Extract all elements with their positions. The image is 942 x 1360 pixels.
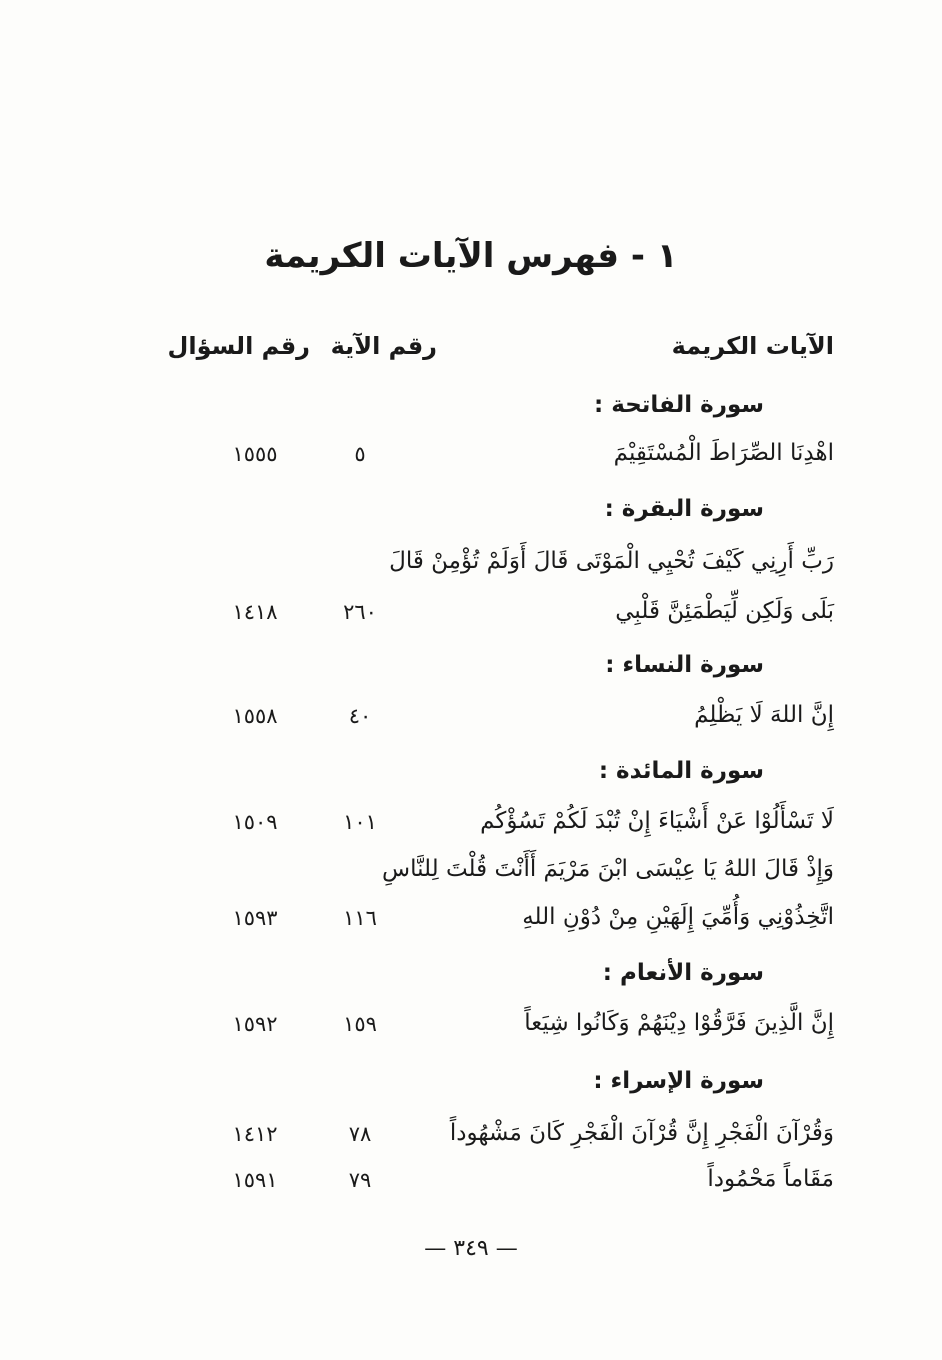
verse-text: بَلَى وَلَكِن لِّيَطْمَئِنَّ قَلْبِي: [615, 598, 834, 624]
verse-row: [0, 548, 942, 592]
question-number: ١٥٩١: [232, 1168, 278, 1192]
verse-number: ٧٨: [348, 1122, 372, 1146]
verse-text: اتَّخِذُوْنِي وَأُمِّيَ إِلَهَيْنِ مِنْ دُوْنِ اللهِ: [522, 904, 834, 930]
verse-number: ١٥٩: [343, 1012, 377, 1036]
verse-row: [0, 856, 942, 900]
page-title: ١ - فهرس الآيات الكريمة: [264, 236, 678, 276]
verse-row: [0, 808, 942, 852]
surah-heading: سورة الإسراء :: [593, 1068, 764, 1094]
verse-row: [0, 1120, 942, 1164]
verse-text: اهْدِنَا الصِّرَاطَ الْمُسْتَقِيْمَ: [613, 440, 834, 466]
question-number: ١٥٠٩: [232, 810, 278, 834]
header-question-number: رقم السؤال: [167, 332, 310, 360]
verse-row: [0, 702, 942, 746]
verse-number: ٥: [354, 442, 366, 466]
verse-row: [0, 1166, 942, 1210]
verse-row: [0, 440, 942, 484]
page-number: — ٣٤٩ —: [424, 1236, 518, 1261]
question-number: ١٥٩٣: [232, 906, 278, 930]
surah-heading: سورة البقرة :: [604, 496, 764, 522]
surah-heading: سورة الفاتحة :: [594, 392, 764, 418]
verse-text: مَقَاماً مَحْمُوداً: [707, 1166, 834, 1192]
question-number: ١٤١٢: [232, 1122, 278, 1146]
verse-text: وَقُرْآنَ الْفَجْرِ إِنَّ قُرْآنَ الْفَجْرِ كَانَ مَشْهُوداً: [449, 1120, 834, 1146]
question-number: ١٤١٨: [232, 600, 278, 624]
surah-heading: سورة المائدة :: [598, 758, 764, 784]
verse-number: ٧٩: [348, 1168, 372, 1192]
verse-text: وَإِذْ قَالَ اللهُ يَا عِيْسَى ابْنَ مَرْيَمَ أَأَنْتَ قُلْتَ لِلنَّاسِ: [382, 856, 834, 882]
header-verse-number: رقم الآية: [330, 332, 437, 360]
verse-text: رَبِّ أَرِنِي كَيْفَ تُحْيِي الْمَوْتَى قَالَ أَوَلَمْ تُؤْمِنْ قَالَ: [389, 548, 834, 574]
question-number: ١٥٥٨: [232, 704, 278, 728]
surah-row: [0, 496, 942, 540]
surah-heading: سورة النساء :: [605, 652, 764, 678]
header-verses: الآيات الكريمة: [671, 332, 834, 360]
surah-row: [0, 392, 942, 436]
verse-text: إِنَّ اللهَ لَا يَظْلِمُ: [694, 702, 834, 728]
surah-row: [0, 960, 942, 1004]
verse-number: ١٠١: [343, 810, 377, 834]
surah-heading: سورة الأنعام :: [602, 960, 764, 986]
surah-row: [0, 758, 942, 802]
verse-number: ٤٠: [348, 704, 372, 728]
verse-number: ١١٦: [343, 906, 377, 930]
surah-row: [0, 1068, 942, 1112]
verse-number: ٢٦٠: [343, 600, 377, 624]
verse-text: لَا تَسْأَلُوْا عَنْ أَشْيَاءَ إِنْ تُبْدَ لَكُمْ تَسُؤْكُم: [480, 808, 834, 834]
question-number: ١٥٥٥: [232, 442, 278, 466]
verse-row: [0, 904, 942, 948]
verse-row: [0, 1010, 942, 1054]
verse-text: إِنَّ الَّذِينَ فَرَّقُوْا دِيْنَهُمْ وَكَانُوا شِيَعاً: [524, 1010, 834, 1036]
question-number: ١٥٩٢: [232, 1012, 278, 1036]
surah-row: [0, 652, 942, 696]
verse-row: [0, 598, 942, 642]
